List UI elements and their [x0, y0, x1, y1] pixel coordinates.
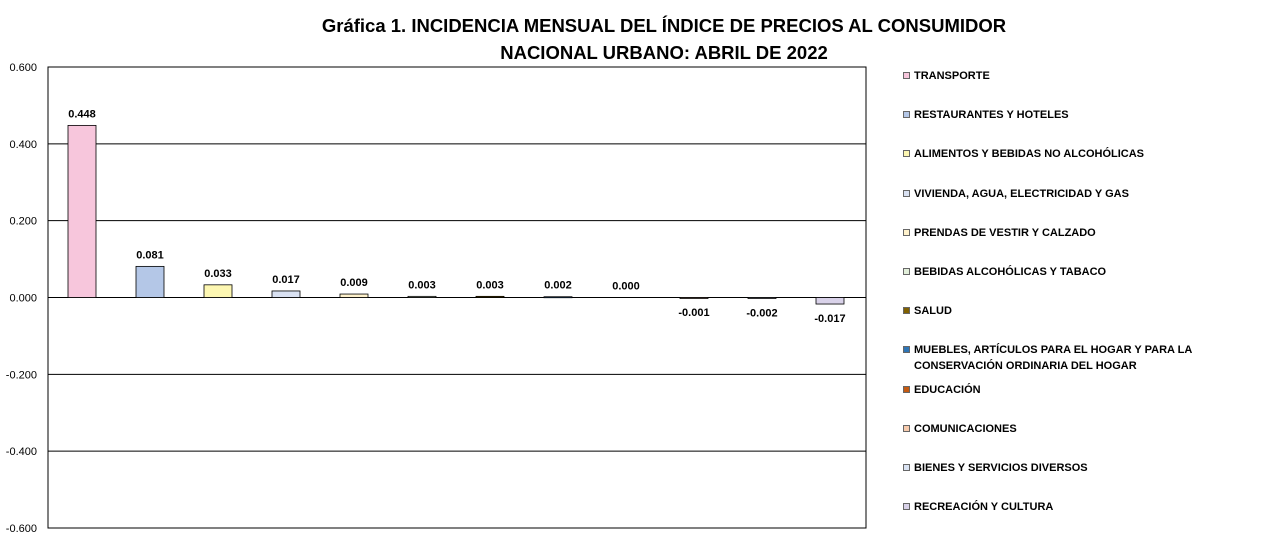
legend-label: SALUD	[914, 305, 952, 318]
legend-item	[903, 460, 1275, 476]
legend-label: EDUCACIÓN	[914, 383, 981, 396]
legend-item	[903, 421, 1275, 437]
legend-label: ALIMENTOS Y BEBIDAS NO ALCOHÓLICAS	[914, 148, 1145, 161]
y-tick-label: 0.400	[9, 138, 37, 151]
data-label: 0.000	[612, 280, 640, 293]
y-tick-label: 0.200	[9, 215, 37, 228]
legend-label: BEBIDAS ALCOHÓLICAS Y TABACO	[914, 266, 1107, 278]
legend-label: TRANSPORTE	[914, 70, 990, 82]
legend-swatch	[903, 425, 910, 432]
legend-swatch	[903, 386, 910, 393]
legend-swatch	[903, 150, 910, 157]
legend-item	[903, 382, 1275, 398]
bar	[680, 298, 708, 299]
bar	[748, 298, 776, 299]
legend-swatch	[903, 111, 910, 118]
data-label: -0.001	[678, 306, 710, 319]
y-tick-label: 0.600	[9, 62, 37, 74]
legend-label: COMUNICACIONES	[914, 422, 1017, 435]
legend-swatch	[903, 503, 910, 510]
bar	[816, 298, 844, 305]
legend-item	[903, 499, 1275, 515]
legend-item	[903, 107, 1275, 123]
legend-item	[903, 186, 1275, 202]
data-label: -0.002	[746, 307, 778, 320]
bar	[340, 294, 368, 297]
data-label: 0.448	[68, 108, 96, 121]
legend-item	[903, 342, 1275, 374]
legend-label: BIENES Y SERVICIOS DIVERSOS	[914, 462, 1088, 474]
chart-title-line-1: Gráfica 1. INCIDENCIA MENSUAL DEL ÍNDICE DE PRECIOS AL CONSUMIDOR	[321, 15, 1007, 36]
data-label: 0.009	[340, 277, 368, 290]
legend-item	[903, 225, 1275, 241]
y-tick-label: 0.000	[9, 292, 37, 305]
legend-label: RESTAURANTES Y HOTELES	[914, 109, 1069, 122]
legend-label: RECREACIÓN Y CULTURA	[914, 501, 1054, 514]
legend-item	[903, 146, 1275, 162]
legend-label: VIVIENDA, AGUA, ELECTRICIDAD Y GAS	[914, 187, 1129, 200]
legend-swatch	[903, 346, 910, 353]
y-tick-label: -0.200	[5, 369, 37, 382]
bar	[544, 297, 572, 298]
legend-swatch	[903, 307, 910, 314]
data-label: 0.003	[476, 279, 504, 292]
bar	[204, 285, 232, 298]
chart-title-line-2: NACIONAL URBANO: ABRIL DE 2022	[500, 42, 828, 63]
legend-swatch	[903, 72, 910, 79]
bar	[476, 296, 504, 297]
data-label: 0.081	[136, 249, 164, 262]
bar	[68, 125, 96, 297]
data-label: -0.017	[814, 313, 846, 326]
legend-item	[903, 264, 1275, 280]
legend-item	[903, 68, 1275, 84]
bar	[136, 266, 164, 297]
legend-swatch	[903, 190, 910, 197]
legend-item	[903, 303, 1275, 319]
legend-swatch	[903, 268, 910, 275]
bar	[272, 291, 300, 298]
legend-swatch	[903, 464, 910, 471]
legend-label: MUEBLES, ARTÍCULOS PARA EL HOGAR Y PARA LA CONSERVACIÓN ORDINARIA DEL HOGAR	[914, 344, 1192, 373]
y-tick-label: -0.600	[5, 523, 37, 535]
data-label: 0.017	[272, 273, 300, 286]
legend-label: PRENDAS DE VESTIR Y CALZADO	[914, 226, 1096, 239]
legend-swatch	[903, 229, 910, 236]
bar	[408, 296, 436, 297]
data-label: 0.002	[544, 279, 572, 292]
data-label: 0.003	[408, 279, 436, 292]
data-label: 0.033	[204, 267, 232, 280]
y-tick-label: -0.400	[5, 446, 37, 459]
